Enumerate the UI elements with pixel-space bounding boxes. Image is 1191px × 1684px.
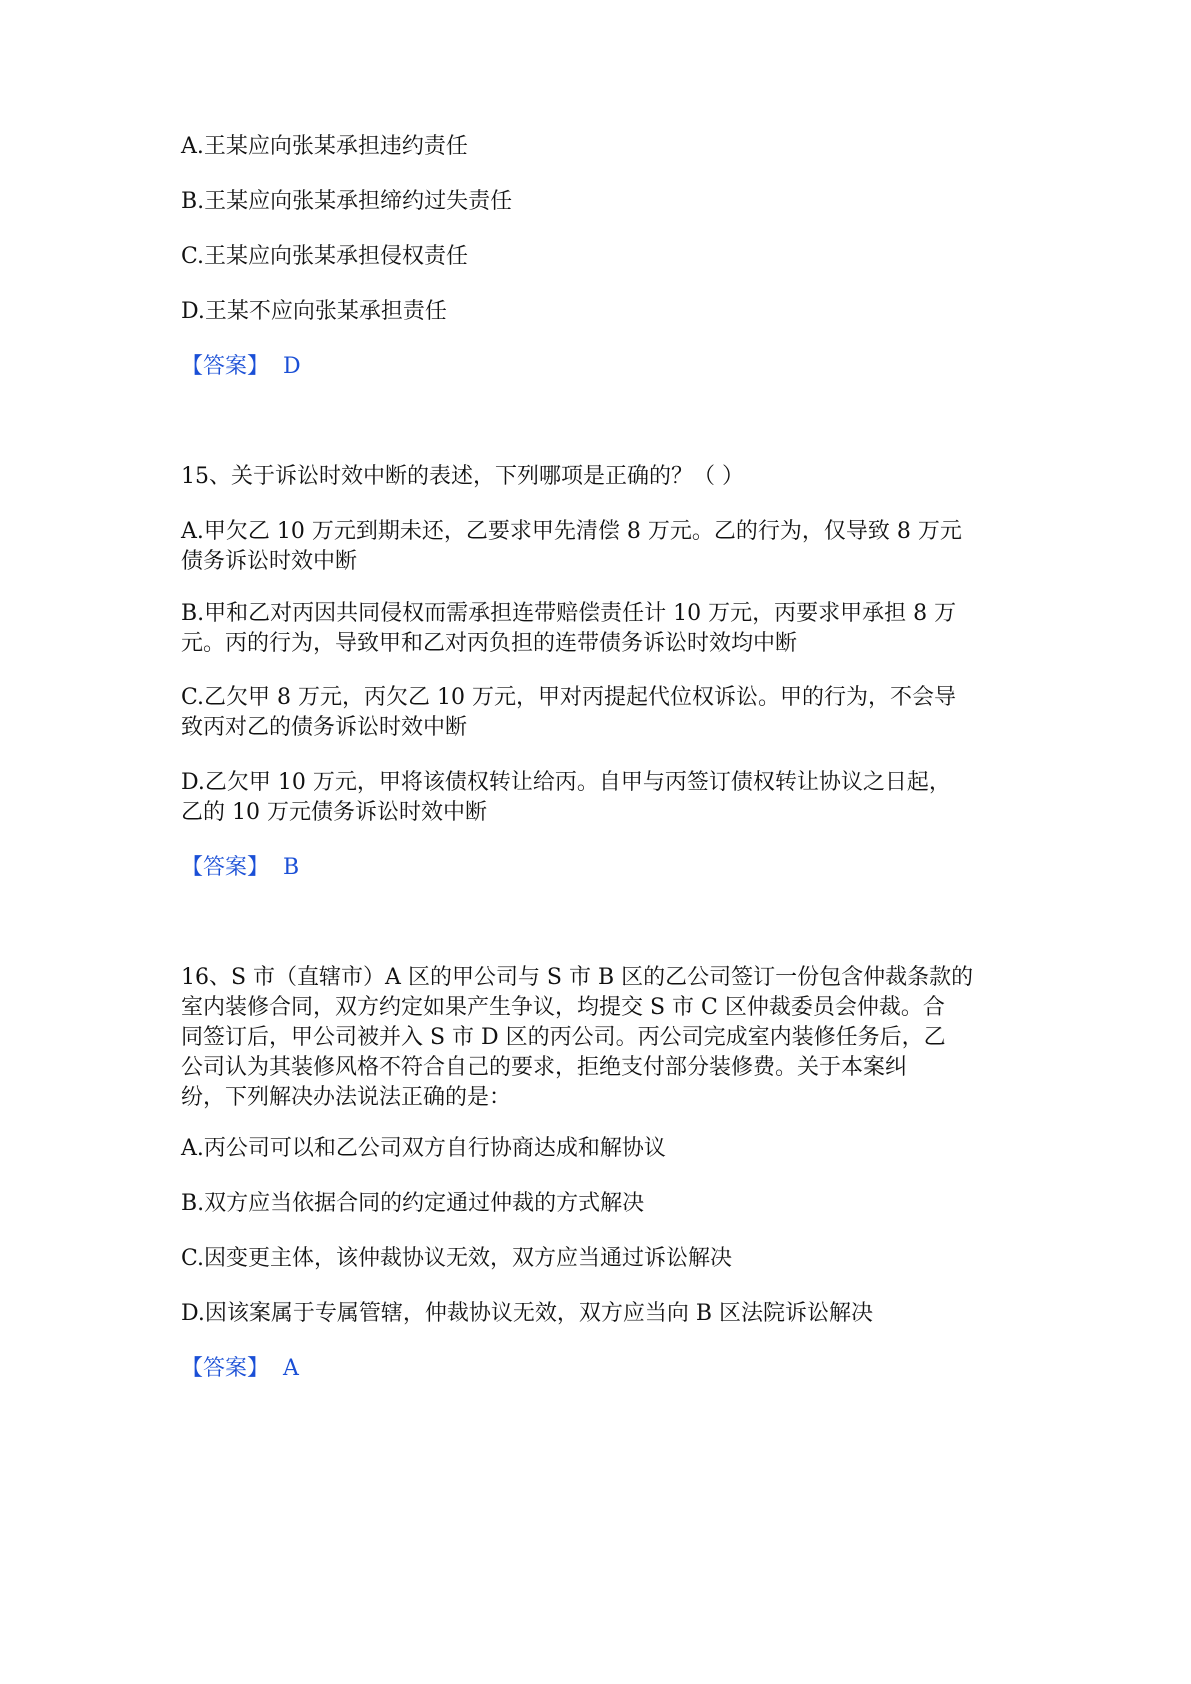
q15-option-d-line1: D.乙欠甲 10 万元，甲将该债权转让给丙。自甲与丙签订债权转让协议之日起， xyxy=(181,770,951,795)
q16-answer xyxy=(181,1353,1021,1385)
q15-answer-label: 【答案】 xyxy=(181,855,270,880)
q16-option-c: C.因变更主体，该仲裁协议无效，双方应当通过诉讼解决 xyxy=(181,1246,733,1271)
q14-option-d: D.王某不应向张某承担责任 xyxy=(181,299,447,324)
q15-option-a-line1: A.甲欠乙 10 万元到期未还，乙要求甲先清偿 8 万元。乙的行为，仅导致 8 万元 xyxy=(181,519,962,544)
q15-option-b-line2: 元。丙的行为，导致甲和乙对丙负担的连带债务诉讼时效均中断 xyxy=(181,631,798,656)
q16-stem-line3: 同签订后，甲公司被并入 S 市 D 区的丙公司。丙公司完成室内装修任务后，乙 xyxy=(181,1025,946,1050)
q16-option-d: D.因该案属于专属管辖，仲裁协议无效，双方应当向 B 区法院诉讼解决 xyxy=(181,1301,874,1326)
q15-option-c-line1: C.乙欠甲 8 万元，丙欠乙 10 万元，甲对丙提起代位权诉讼。甲的行为，不会导 xyxy=(181,685,957,710)
q16-stem-line4: 公司认为其装修风格不符合自己的要求，拒绝支付部分装修费。关于本案纠 xyxy=(181,1055,908,1080)
q16-answer-value: A xyxy=(283,1356,299,1381)
q15-option-b-line1: B.甲和乙对丙因共同侵权而需承担连带赔偿责任计 10 万元，丙要求甲承担 8 万 xyxy=(181,601,957,626)
q15-option-d-line2: 乙的 10 万元债务诉讼时效中断 xyxy=(181,800,487,825)
q14-option-a: A.王某应向张某承担违约责任 xyxy=(181,134,468,159)
q15-answer xyxy=(181,852,1021,884)
q16-stem-line5: 纷，下列解决办法说法正确的是： xyxy=(181,1085,512,1110)
q15-option-a-line2: 债务诉讼时效中断 xyxy=(181,549,358,574)
q15-option-c-line2: 致丙对乙的债务诉讼时效中断 xyxy=(181,715,468,740)
q16-answer-label: 【答案】 xyxy=(181,1356,270,1381)
q14-answer-value: D xyxy=(283,354,301,379)
q15-answer-value: B xyxy=(283,855,300,880)
q14-option-b: B.王某应向张某承担缔约过失责任 xyxy=(181,189,513,214)
q14-option-c: C.王某应向张某承担侵权责任 xyxy=(181,244,469,269)
q16-option-b: B.双方应当依据合同的约定通过仲裁的方式解决 xyxy=(181,1191,645,1216)
q16-stem-line2: 室内装修合同，双方约定如果产生争议，均提交 S 市 C 区仲裁委员会仲裁。合 xyxy=(181,995,945,1020)
q16-option-a: A.丙公司可以和乙公司双方自行协商达成和解协议 xyxy=(181,1136,666,1161)
q15-stem: 15、关于诉讼时效中断的表述，下列哪项是正确的？（ ） xyxy=(181,464,744,489)
q14-answer-label: 【答案】 xyxy=(181,354,270,379)
q16-stem-line1: 16、S 市（直辖市）A 区的甲公司与 S 市 B 区的乙公司签订一份包含仲裁条款的 xyxy=(181,965,974,990)
q14-answer xyxy=(181,351,1021,383)
